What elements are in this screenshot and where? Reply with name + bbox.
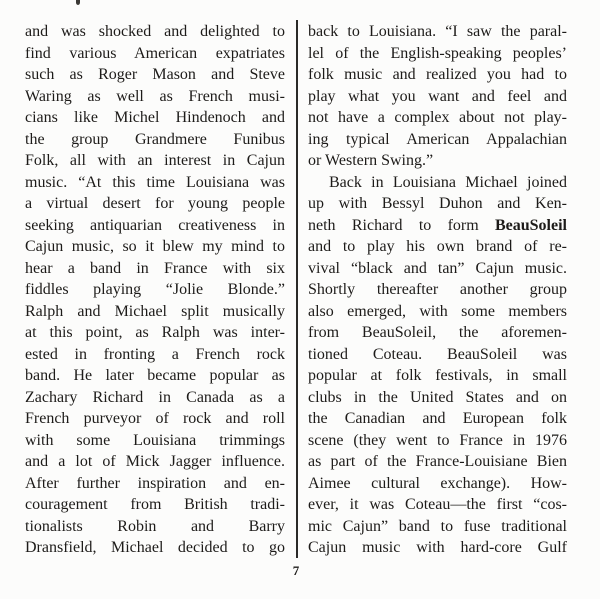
text-segment: music. “At this time Louisiana was	[25, 173, 285, 191]
text-segment: Zachary Richard in Canada as a	[25, 388, 285, 406]
text-segment: hear a band in France with six	[25, 259, 285, 277]
text-segment: the Canadian and European folk	[308, 410, 567, 427]
text-segment: as part of the France-Louisiane Bien	[308, 453, 567, 470]
text-segment: fiddles playing “Jolie Blonde.”	[25, 281, 285, 298]
text-segment: and to play his own brand of re-	[308, 238, 567, 255]
text-line	[308, 43, 567, 65]
text-line	[25, 344, 285, 366]
text-line	[25, 21, 285, 43]
text-segment: mic Cajun” band to fuse traditional	[308, 517, 567, 535]
text-segment: couragement from British tradi-	[25, 496, 285, 513]
text-line	[308, 64, 567, 86]
text-segment: with some Louisiana trimmings	[25, 431, 285, 449]
text-line	[308, 172, 567, 194]
scan-speck-artifact	[76, 0, 80, 5]
text-segment: at this point, as Ralph was inter-	[25, 324, 285, 341]
text-line	[25, 215, 285, 237]
text-segment: and was shocked and delighted to	[25, 23, 285, 40]
text-line	[25, 64, 285, 86]
text-segment: ing typical American Appalachian	[308, 130, 567, 148]
text-segment: ested in fronting a French rock	[25, 345, 285, 363]
text-line	[25, 150, 285, 172]
text-line	[308, 129, 567, 151]
page-number: 7	[292, 563, 300, 578]
text-line	[25, 258, 285, 280]
text-segment: find various American expatriates	[25, 44, 285, 62]
text-segment: neth Richard to form	[308, 216, 495, 234]
text-line	[308, 516, 567, 538]
text-line	[25, 494, 285, 516]
text-segment: band. He later became popular as	[25, 367, 285, 384]
text-line	[308, 236, 567, 258]
text-line	[25, 451, 285, 473]
band-name-bold: BeauSoleil	[494, 216, 567, 234]
text-segment: French purveyor of rock and roll	[25, 410, 285, 427]
text-segment: Cajun music with hard-core Gulf	[308, 539, 567, 556]
text-segment: and a lot of Mick Jagger influence.	[25, 453, 285, 470]
text-line	[308, 365, 567, 387]
text-line	[25, 408, 285, 430]
text-segment: folk music and realized you had to	[308, 66, 567, 83]
text-segment: from BeauSoleil, the aforemen-	[308, 324, 567, 341]
text-segment: or Western Swing.”	[308, 152, 434, 169]
text-segment: Aimee cultural exchange). How-	[308, 474, 567, 492]
text-line	[25, 172, 285, 194]
text-line	[25, 86, 285, 108]
text-line	[308, 86, 567, 108]
text-segment: ever, it was Coteau—the first “cos-	[308, 496, 567, 513]
text-line	[308, 21, 567, 43]
text-line	[25, 43, 285, 65]
text-line	[308, 258, 567, 280]
column-divider-rule	[296, 20, 298, 558]
text-segment: such as Roger Mason and Steve	[25, 66, 285, 83]
text-segment: lel of the English-speaking peoples’	[308, 44, 567, 62]
text-segment: scene (they went to France in 1976	[308, 431, 567, 449]
text-segment: the group Grandmere Funibus	[25, 130, 285, 148]
text-segment: Folk, all with an interest in Cajun	[25, 152, 285, 169]
text-line	[308, 344, 567, 366]
text-segment: a virtual desert for young people	[25, 195, 285, 212]
text-segment: not have a complex about not play-	[308, 109, 567, 126]
text-line	[25, 107, 285, 129]
text-line	[308, 430, 567, 452]
text-line	[308, 408, 567, 430]
text-line	[308, 473, 567, 495]
text-segment: Dransfield, Michael decided to go	[25, 539, 285, 556]
text-segment: tionalists Robin and Barry	[25, 517, 285, 535]
text-line	[25, 430, 285, 452]
text-line	[25, 129, 285, 151]
text-line	[25, 473, 285, 495]
text-segment: After further inspiration and en-	[25, 474, 285, 492]
text-segment: back to Louisiana. “I saw the paral-	[308, 23, 567, 40]
left-text-column	[25, 21, 285, 559]
text-line	[25, 322, 285, 344]
text-line	[25, 387, 285, 409]
text-segment: popular at folk festivals, in small	[308, 367, 567, 384]
text-segment: cians like Michel Hindenoch and	[25, 109, 285, 126]
right-text-column	[308, 21, 567, 559]
text-line	[308, 537, 567, 559]
text-line	[308, 193, 567, 215]
text-segment: up with Bessyl Duhon and Ken-	[308, 195, 567, 212]
text-line	[308, 494, 567, 516]
text-line	[308, 387, 567, 409]
text-line	[25, 279, 285, 301]
text-line	[25, 365, 285, 387]
text-line	[25, 301, 285, 323]
text-line	[308, 279, 567, 301]
text-segment: seeking antiquarian creativeness in	[25, 216, 285, 234]
text-segment: Shortly thereafter another group	[308, 281, 567, 298]
text-segment: Ralph and Michael split musically	[25, 302, 285, 320]
text-line	[25, 193, 285, 215]
text-segment: vival “black and tan” Cajun music.	[308, 259, 567, 277]
text-segment: Waring as well as French musi-	[25, 87, 285, 105]
text-line	[308, 150, 567, 172]
text-segment: clubs in the United States and on	[308, 388, 567, 406]
text-line	[25, 516, 285, 538]
text-segment: also emerged, with some members	[308, 302, 567, 320]
text-line	[308, 451, 567, 473]
text-segment: Cajun music, so it blew my mind to	[25, 238, 285, 255]
text-segment: play what you want and feel and	[308, 87, 567, 105]
text-line	[308, 215, 567, 237]
text-segment: tioned Coteau. BeauSoleil was	[308, 345, 567, 363]
text-line	[308, 301, 567, 323]
text-line	[308, 322, 567, 344]
text-line	[25, 236, 285, 258]
text-segment: Back in Louisiana Michael joined	[329, 173, 567, 191]
text-line	[25, 537, 285, 559]
text-line	[308, 107, 567, 129]
